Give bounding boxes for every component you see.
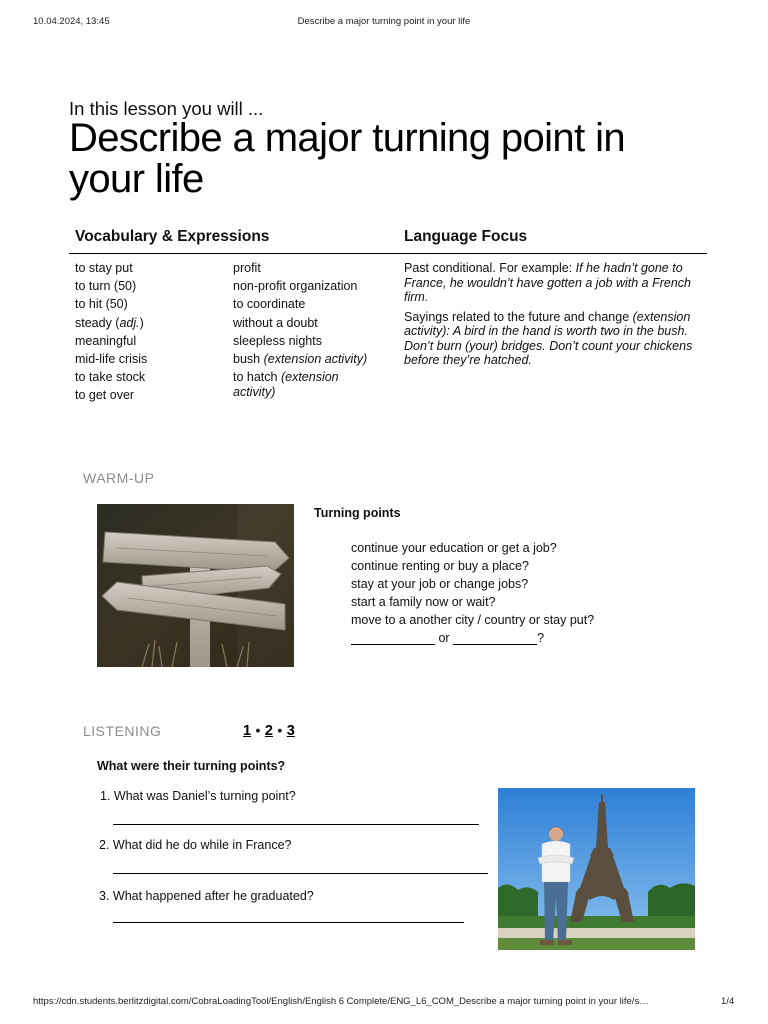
vocab-item: to coordinate [233,297,306,312]
language-focus-paragraph: Past conditional. For example: If he hadn’t gone to France, he wouldn’t have gotten a job with a French firm. [404,261,691,304]
listening-question: 2. What did he do while in France? [99,838,292,852]
answer-line[interactable] [113,824,479,825]
print-page-title: Describe a major turning point in your life [297,16,471,27]
listening-question: 1. What was Daniel’s turning point? [100,789,296,803]
warmup-subheading: Turning points [314,506,401,520]
listening-question: 3. What happened after he graduated? [99,889,314,903]
warmup-item: move to a another city / country or stay put? [351,613,595,627]
vocab-item: bush (extension activity) [233,351,368,366]
eiffel-tower-photo [498,788,695,950]
vocab-item: without a doubt [233,315,318,330]
blank-end: ? [537,631,545,645]
answer-line[interactable] [113,922,464,923]
vocab-item: to get over [75,388,135,403]
listening-parts [243,722,295,740]
listening-part-link-2[interactable]: 2 [264,723,273,739]
vocab-item: non-profit organization [233,279,358,294]
vocab-item: to take stock [75,370,146,385]
page-title: Describe a major turning point in your life [69,116,626,201]
blank-connector: or [438,631,450,645]
print-datetime: 10.04.2024, 13:45 [33,16,110,27]
warmup-label: WARM-UP [83,470,155,486]
vocab-item: profit [233,261,261,275]
fill-in-blank[interactable] [351,632,435,645]
vocab-item: meaningful [75,333,137,348]
vocab-item: to hatch (extension activity) [233,370,339,399]
listening-label: LISTENING [83,723,162,739]
language-focus-heading: Language Focus [404,228,528,245]
warmup-list [351,541,651,649]
listening-part-link-1[interactable]: 1 [243,723,252,739]
signpost-image [97,504,294,667]
vocabulary-column-1 [75,261,225,407]
warmup-item: start a family now or wait? [351,595,496,609]
separator: • [277,722,283,738]
warmup-item: stay at your job or change jobs? [351,577,529,591]
warmup-blank-item [351,631,651,645]
vocabulary-heading: Vocabulary & Expressions [75,228,270,245]
vocab-item: to hit (50) [75,297,128,312]
vocab-item: sleepless nights [233,333,322,348]
vocab-item: steady (adj.) [75,315,144,330]
separator: • [255,722,261,738]
language-focus-paragraph: Sayings related to the future and change (extension activity): A bird in the hand is worth two in the bush. Don’t burn (your) bridges. Don’t count your chickens before they’re hatched. [404,309,693,367]
warmup-item: continue your education or get a job? [351,541,557,555]
print-url: https://cdn.students.berlitzdigital.com/CobraLoadingTool/English/English 6 Complete/ENG_L6_COM_Describe a major turning point in your life/s… [33,996,649,1007]
warmup-item: continue renting or buy a place? [351,559,529,573]
vocabulary-column-2 [233,261,383,403]
answer-line[interactable] [113,873,488,874]
vocab-item: mid-life crisis [75,351,148,366]
vocab-item: to turn (50) [75,279,137,294]
section-divider [69,253,707,254]
print-page-number: 1/4 [721,996,735,1007]
listening-part-link-3[interactable]: 3 [286,723,295,739]
fill-in-blank[interactable] [453,632,537,645]
lesson-intro: In this lesson you will ... [69,98,264,119]
language-focus-body [404,261,704,373]
listening-heading: What were their turning points? [97,759,286,773]
vocab-item: to stay put [75,261,133,275]
